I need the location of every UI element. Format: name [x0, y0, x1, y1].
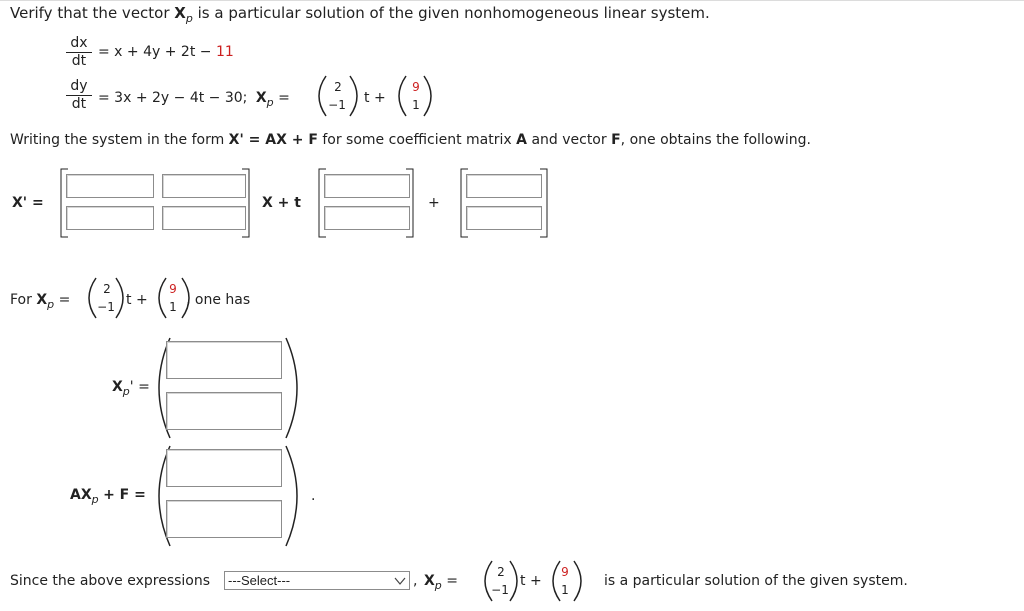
equation-2-rhs: [98, 90, 290, 109]
axp-a: AX: [70, 487, 92, 503]
instruction-F: F: [611, 132, 621, 148]
problem-suffix: is a particular solution of the given nonhomogeneous linear system.: [197, 4, 710, 22]
axp-tail: + F =: [103, 487, 146, 503]
for-xp-pre: For: [10, 292, 32, 308]
problem-vector: X: [174, 4, 186, 22]
problem-prefix: Verify that the vector: [10, 4, 170, 22]
x-prime-label: X' =: [12, 195, 44, 211]
vector-b-top-2: 9: [169, 282, 177, 296]
vector-a-top-3: 2: [497, 565, 505, 579]
vector-b-bot-1: 1: [412, 98, 420, 112]
vector-b-bot-3: 1: [561, 583, 569, 597]
xp-prime-right-paren: [284, 336, 308, 440]
conclusion-select-value: ---Select---: [228, 573, 291, 588]
vector-a-top-2: 2: [103, 282, 111, 296]
xp-prime-label: [112, 379, 150, 398]
for-xp-vec: X: [36, 292, 48, 308]
instruction-A: A: [516, 132, 527, 148]
instruction-post: , one obtains the following.: [620, 132, 811, 148]
equation-1-constant: 11: [215, 44, 234, 60]
dx-numerator: dx: [70, 35, 88, 51]
t-plus-3: t +: [520, 573, 542, 589]
vector-b-top-1: 9: [412, 80, 420, 94]
chevron-down-icon: [394, 576, 406, 586]
t-plus-2: t +: [126, 292, 148, 308]
final-post: is a particular solution of the given system.: [604, 573, 908, 589]
for-xp-equals: =: [58, 292, 71, 308]
vector-a-bot-1: −1: [328, 98, 346, 112]
matrix-a-22-input[interactable]: [162, 206, 246, 230]
plus-sign: +: [428, 195, 440, 211]
vector-a-top-1: 2: [334, 80, 342, 94]
xp-prime-vec: X: [112, 379, 123, 395]
t-plus-1: t +: [364, 90, 386, 106]
dy-dt-fraction: [66, 79, 92, 112]
right-paren-b-top: [418, 74, 440, 118]
axp-right-paren: [284, 444, 308, 548]
dt-denominator: dt: [71, 53, 87, 69]
conclusion-select[interactable]: [224, 571, 410, 590]
for-xp-sub: p: [47, 297, 55, 311]
equation-2-expression: = 3x + 2y − 4t − 30;: [98, 90, 248, 106]
dx-dt-fraction: [66, 36, 92, 69]
top-border: [0, 0, 1024, 1]
left-paren-b-top: [390, 74, 412, 118]
final-xp-equals: =: [446, 573, 458, 589]
final-xp-label: [424, 573, 458, 592]
vector-c-1-input[interactable]: [324, 174, 410, 198]
equation-1-rhs: [98, 44, 234, 60]
times-x-plus-t: X + t: [262, 195, 301, 211]
final-comma: ,: [413, 573, 418, 589]
instruction-and: and vector: [531, 132, 607, 148]
vector-b-top-3: 9: [561, 565, 569, 579]
right-paren-b-bottom: [568, 559, 590, 603]
vector-f-1-input[interactable]: [466, 174, 542, 198]
axp-f-2-input[interactable]: [166, 500, 282, 538]
xp-subscript: p: [266, 95, 274, 109]
vector-c-2-input[interactable]: [324, 206, 410, 230]
instruction-pre: Writing the system in the form: [10, 132, 225, 148]
equation-1-expression: = x + 4y + 2t −: [98, 44, 216, 60]
xp-equals: =: [278, 90, 290, 106]
dt-denominator-2: dt: [71, 96, 87, 112]
axp-plus-f-label: [70, 487, 146, 506]
matrix-a-21-input[interactable]: [66, 206, 154, 230]
axp-sub: p: [91, 492, 99, 506]
final-xp-sub: p: [434, 578, 442, 592]
matrix-a-right-bracket: [240, 168, 252, 238]
vector-b-bot-2: 1: [169, 300, 177, 314]
final-xp-vec: X: [424, 573, 435, 589]
matrix-a-12-input[interactable]: [162, 174, 246, 198]
one-has-label: , one has: [186, 292, 251, 308]
right-paren-a-top: [344, 74, 366, 118]
instruction-line: [10, 132, 811, 148]
problem-vector-subscript: p: [185, 12, 193, 25]
dy-numerator: dy: [70, 78, 88, 94]
instruction-mid: for some coefficient matrix: [322, 132, 512, 148]
for-xp-label: [10, 292, 70, 311]
problem-statement: [10, 4, 710, 25]
xp-prime-1-input[interactable]: [166, 341, 282, 379]
matrix-a-11-input[interactable]: [66, 174, 154, 198]
xp-prime-sub: p: [122, 384, 130, 398]
final-pre: Since the above expressions: [10, 573, 211, 589]
vector-f-right-bracket: [538, 168, 550, 238]
xp-prime-tail: ' =: [129, 379, 150, 395]
vector-a-bot-2: −1: [97, 300, 115, 314]
instruction-form: X' = AX + F: [228, 132, 318, 148]
axp-period: .: [311, 488, 316, 504]
vector-f-2-input[interactable]: [466, 206, 542, 230]
axp-f-1-input[interactable]: [166, 449, 282, 487]
xp-label: X: [255, 90, 267, 106]
xp-prime-2-input[interactable]: [166, 392, 282, 430]
vector-c-right-bracket: [404, 168, 416, 238]
vector-a-bot-3: −1: [491, 583, 509, 597]
